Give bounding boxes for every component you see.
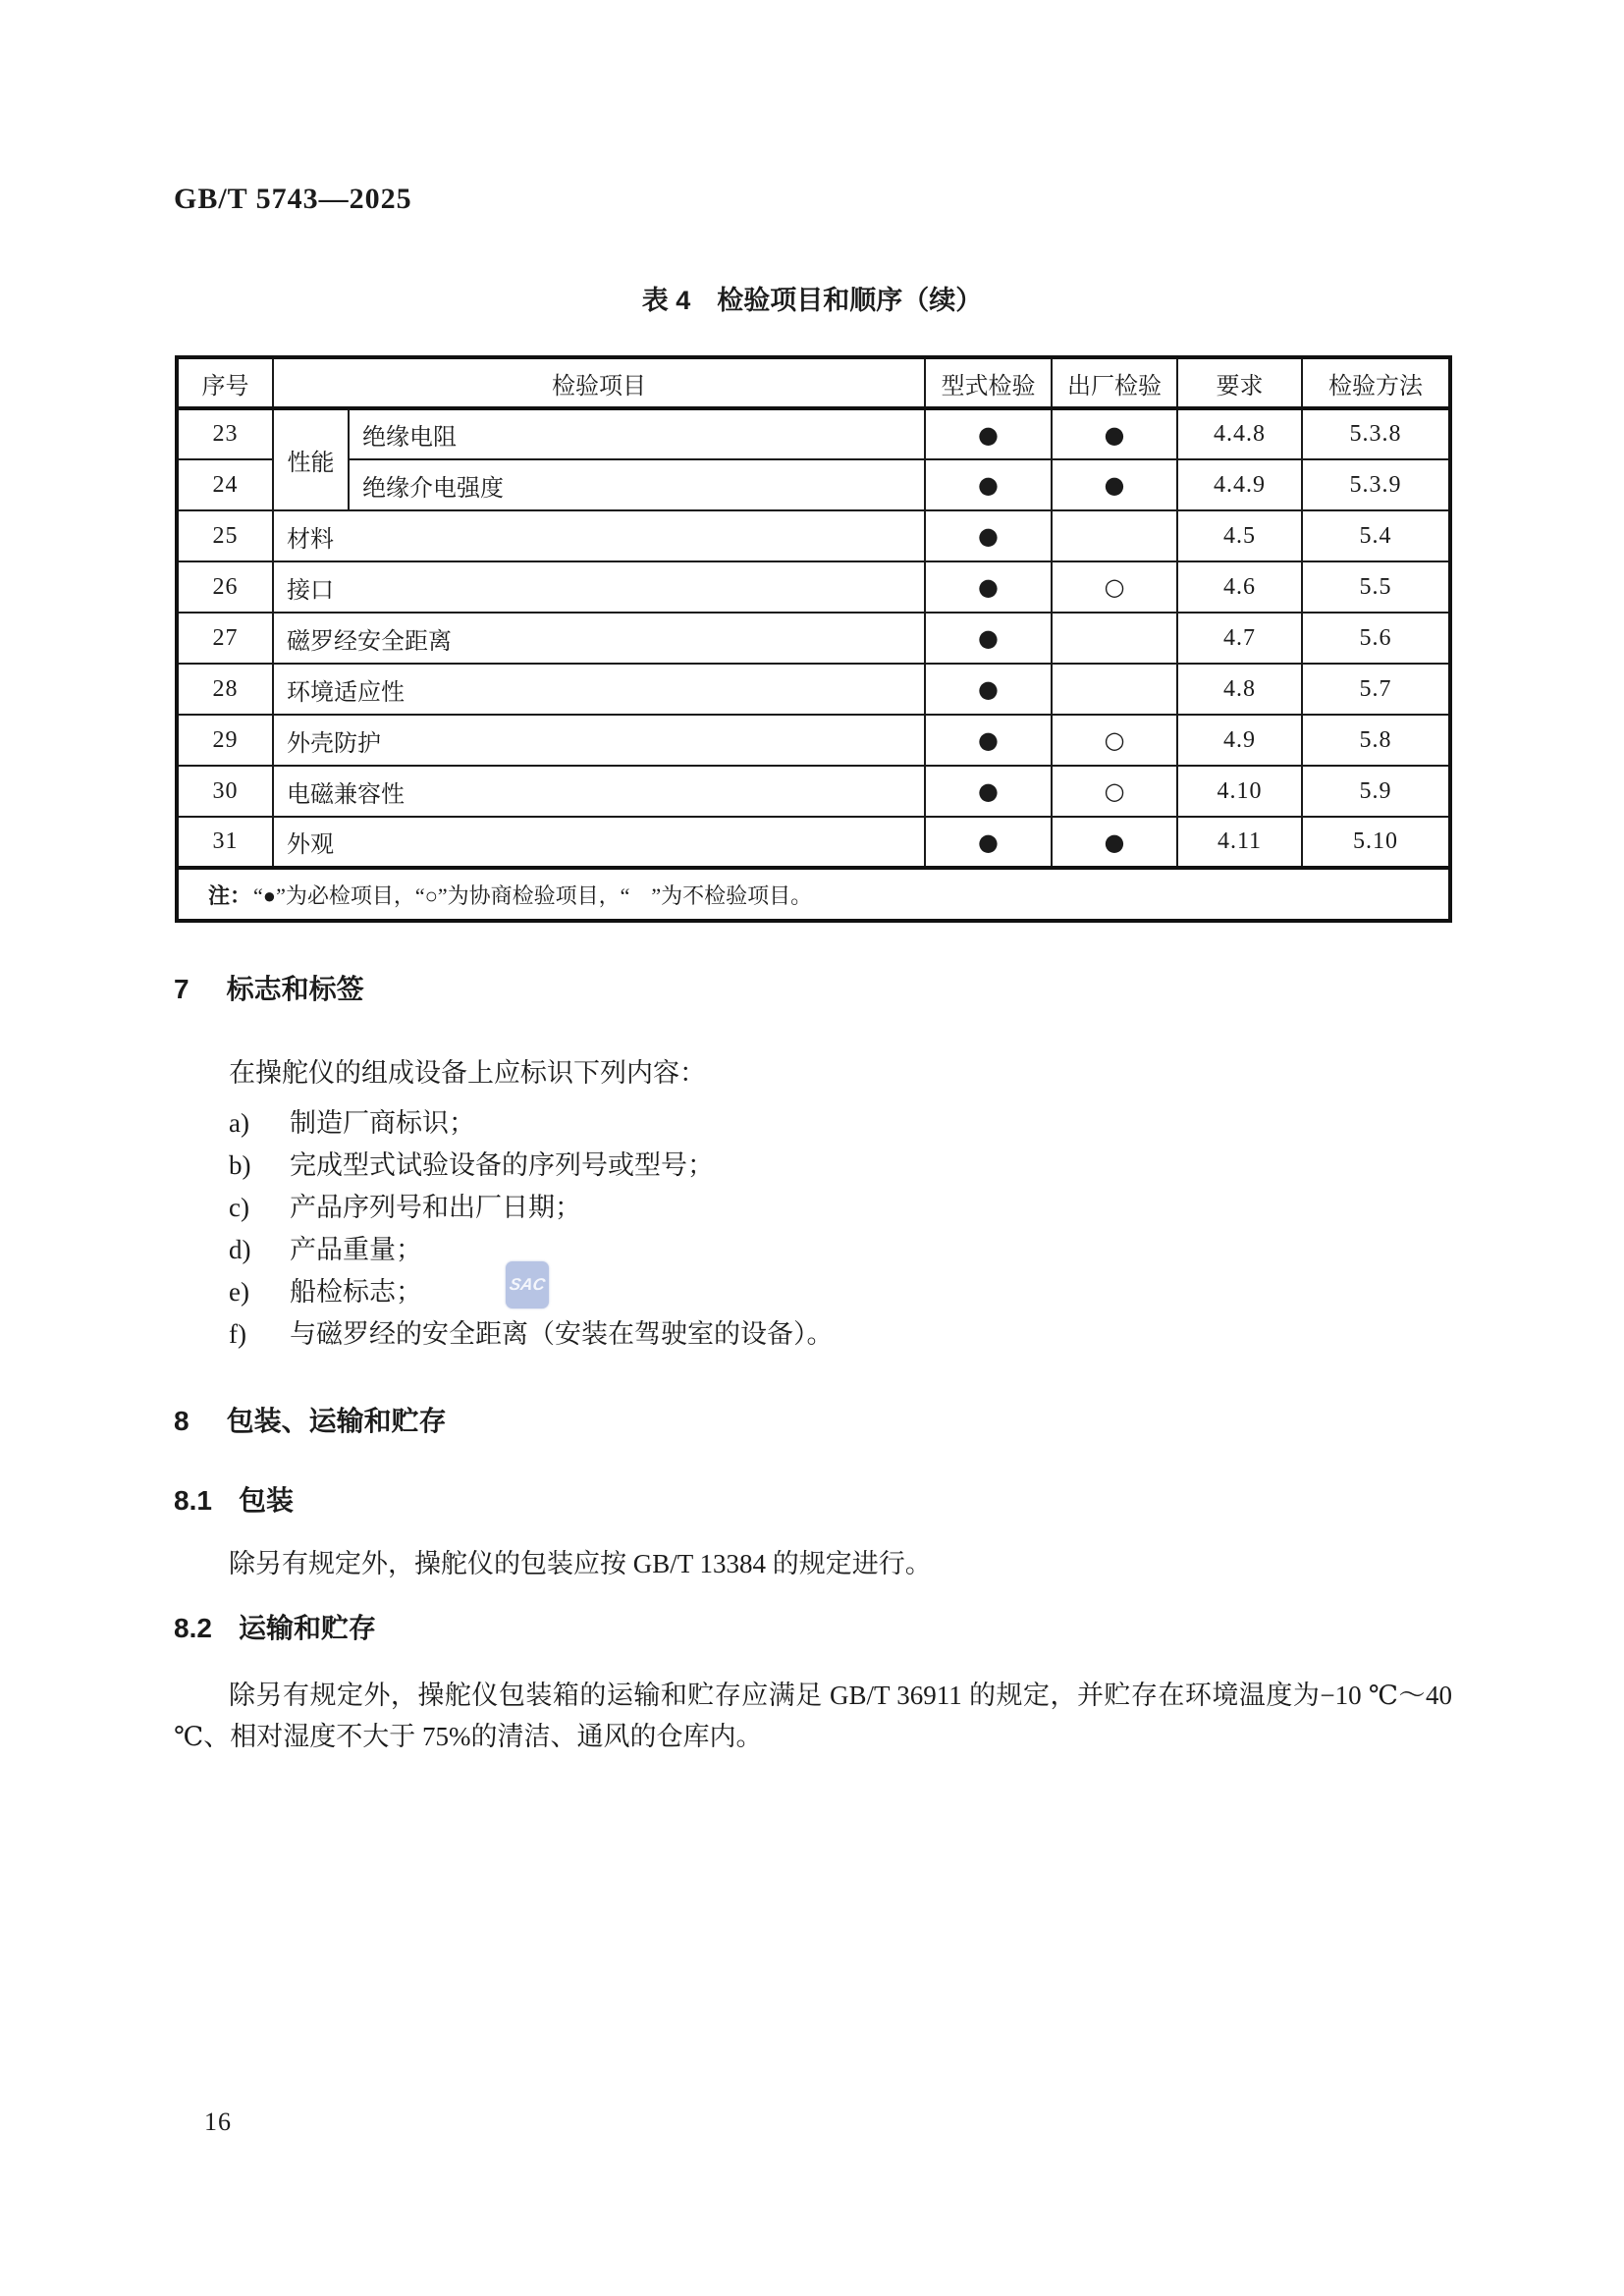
method-cell: 5.3.8 xyxy=(1302,408,1450,459)
method-cell: 5.4 xyxy=(1302,510,1450,561)
requirement-cell: 4.4.9 xyxy=(1177,459,1302,510)
requirement-cell: 4.6 xyxy=(1177,561,1302,613)
note-text: “●”为必检项目，“○”为协商检验项目，“ ”为不检验项目。 xyxy=(253,882,813,908)
section-8-2-heading xyxy=(174,1613,376,1644)
list-item-marker: a) xyxy=(229,1108,249,1138)
item-name-cell: 接口 xyxy=(273,561,925,613)
sac-watermark-text: SAC xyxy=(508,1275,547,1294)
row-number-cell: 25 xyxy=(177,510,273,561)
method-cell: 5.3.9 xyxy=(1302,459,1450,510)
row-number-cell: 31 xyxy=(177,817,273,868)
method-cell: 5.5 xyxy=(1302,561,1450,613)
section-8-heading xyxy=(174,1406,447,1437)
list-item-text: 船检标志； xyxy=(290,1277,422,1307)
list-item xyxy=(229,1229,834,1271)
type-check-cell: ● xyxy=(925,817,1052,868)
requirement-cell: 4.8 xyxy=(1177,664,1302,715)
item-name-cell: 电磁兼容性 xyxy=(273,766,925,817)
type-check-cell: ● xyxy=(925,510,1052,561)
table-title: 表 4 检验项目和顺序（续） xyxy=(641,286,983,315)
row-number-cell: 24 xyxy=(177,459,273,510)
table-body xyxy=(177,408,1450,868)
item-name-cell: 磁罗经安全距离 xyxy=(273,613,925,664)
section-7-intro: 在操舵仪的组成设备上应标识下列内容： xyxy=(229,1058,706,1088)
factory-check-cell xyxy=(1052,664,1177,715)
marking-list xyxy=(229,1102,834,1356)
row-number-cell: 26 xyxy=(177,561,273,613)
requirement-cell: 4.5 xyxy=(1177,510,1302,561)
section-8-1-title: 包装 xyxy=(238,1485,294,1516)
column-header-factory: 出厂检验 xyxy=(1052,357,1177,408)
table-row xyxy=(177,817,1450,868)
method-cell: 5.9 xyxy=(1302,766,1450,817)
method-cell: 5.10 xyxy=(1302,817,1450,868)
factory-check-cell xyxy=(1052,613,1177,664)
section-8-1-body: 除另有规定外，操舵仪的包装应按 GB/T 13384 的规定进行。 xyxy=(229,1549,932,1578)
list-item-marker: f) xyxy=(229,1319,246,1349)
list-item xyxy=(229,1313,834,1356)
table-row xyxy=(177,459,1450,510)
section-7-number: 7 xyxy=(174,974,189,1004)
list-item-text: 制造厂商标识； xyxy=(290,1108,475,1138)
list-item-text: 完成型式试验设备的序列号或型号； xyxy=(290,1150,714,1180)
factory-check-cell: ● xyxy=(1052,459,1177,510)
table-row xyxy=(177,408,1450,459)
table-row xyxy=(177,561,1450,613)
column-header-method: 检验方法 xyxy=(1302,357,1450,408)
method-cell: 5.6 xyxy=(1302,613,1450,664)
page-number: 16 xyxy=(204,2108,232,2136)
list-item-text: 产品序列号和出厂日期； xyxy=(290,1193,581,1222)
list-item xyxy=(229,1271,834,1313)
column-header-item: 检验项目 xyxy=(273,357,925,408)
table-row xyxy=(177,766,1450,817)
type-check-cell: ● xyxy=(925,613,1052,664)
type-check-cell: ● xyxy=(925,664,1052,715)
factory-check-cell: ○ xyxy=(1052,766,1177,817)
requirement-cell: 4.10 xyxy=(1177,766,1302,817)
table-row xyxy=(177,715,1450,766)
list-item xyxy=(229,1187,834,1229)
type-check-cell: ● xyxy=(925,561,1052,613)
requirement-cell: 4.4.8 xyxy=(1177,408,1302,459)
item-name-cell: 绝缘电阻 xyxy=(349,408,925,459)
requirement-cell: 4.7 xyxy=(1177,613,1302,664)
item-name-cell: 绝缘介电强度 xyxy=(349,459,925,510)
row-number-cell: 30 xyxy=(177,766,273,817)
section-8-2-number: 8.2 xyxy=(174,1613,212,1643)
table-note-cell xyxy=(177,868,1450,921)
list-item-marker: d) xyxy=(229,1235,251,1264)
method-cell: 5.8 xyxy=(1302,715,1450,766)
requirement-cell: 4.9 xyxy=(1177,715,1302,766)
section-8-2-title: 运输和贮存 xyxy=(238,1613,376,1643)
list-item-marker: b) xyxy=(229,1150,251,1180)
section-8-number: 8 xyxy=(174,1406,189,1436)
factory-check-cell: ● xyxy=(1052,817,1177,868)
type-check-cell: ● xyxy=(925,766,1052,817)
row-number-cell: 27 xyxy=(177,613,273,664)
section-8-2-body: 除另有规定外，操舵仪包装箱的运输和贮存应满足 GB/T 36911 的规定，并贮存在环境温度为−10 ℃～40 ℃、相对湿度不大于 75%的清洁、通风的仓库内。 xyxy=(174,1681,1452,1751)
section-8-1-number: 8.1 xyxy=(174,1485,212,1516)
row-number-cell: 23 xyxy=(177,408,273,459)
table-header-row xyxy=(177,357,1450,408)
section-7-title: 标志和标签 xyxy=(226,974,364,1004)
type-check-cell: ● xyxy=(925,408,1052,459)
list-item-text: 产品重量； xyxy=(290,1235,422,1264)
type-check-cell: ● xyxy=(925,715,1052,766)
list-item-marker: c) xyxy=(229,1193,249,1222)
row-number-cell: 28 xyxy=(177,664,273,715)
requirement-cell: 4.11 xyxy=(1177,817,1302,868)
table-row xyxy=(177,613,1450,664)
table-note-row xyxy=(177,868,1450,921)
column-header-no: 序号 xyxy=(177,357,273,408)
row-number-cell: 29 xyxy=(177,715,273,766)
factory-check-cell: ● xyxy=(1052,408,1177,459)
table-row xyxy=(177,510,1450,561)
factory-check-cell: ○ xyxy=(1052,561,1177,613)
factory-check-cell: ○ xyxy=(1052,715,1177,766)
factory-check-cell xyxy=(1052,510,1177,561)
list-item-marker: e) xyxy=(229,1277,249,1307)
item-name-cell: 外观 xyxy=(273,817,925,868)
item-name-cell: 环境适应性 xyxy=(273,664,925,715)
method-cell: 5.7 xyxy=(1302,664,1450,715)
section-7-heading xyxy=(174,974,364,1005)
group-cell: 性能 xyxy=(273,408,349,510)
list-item-text: 与磁罗经的安全距离（安装在驾驶室的设备）。 xyxy=(290,1319,834,1349)
type-check-cell: ● xyxy=(925,459,1052,510)
table-row xyxy=(177,664,1450,715)
list-item xyxy=(229,1102,834,1145)
list-item xyxy=(229,1145,834,1187)
column-header-req: 要求 xyxy=(1177,357,1302,408)
item-name-cell: 材料 xyxy=(273,510,925,561)
note-label: 注： xyxy=(208,882,252,908)
standard-code: GB/T 5743—2025 xyxy=(174,183,412,215)
column-header-type: 型式检验 xyxy=(925,357,1052,408)
item-name-cell: 外壳防护 xyxy=(273,715,925,766)
inspection-table xyxy=(175,355,1452,923)
section-8-title: 包装、运输和贮存 xyxy=(226,1406,447,1436)
section-8-1-heading xyxy=(174,1485,294,1517)
